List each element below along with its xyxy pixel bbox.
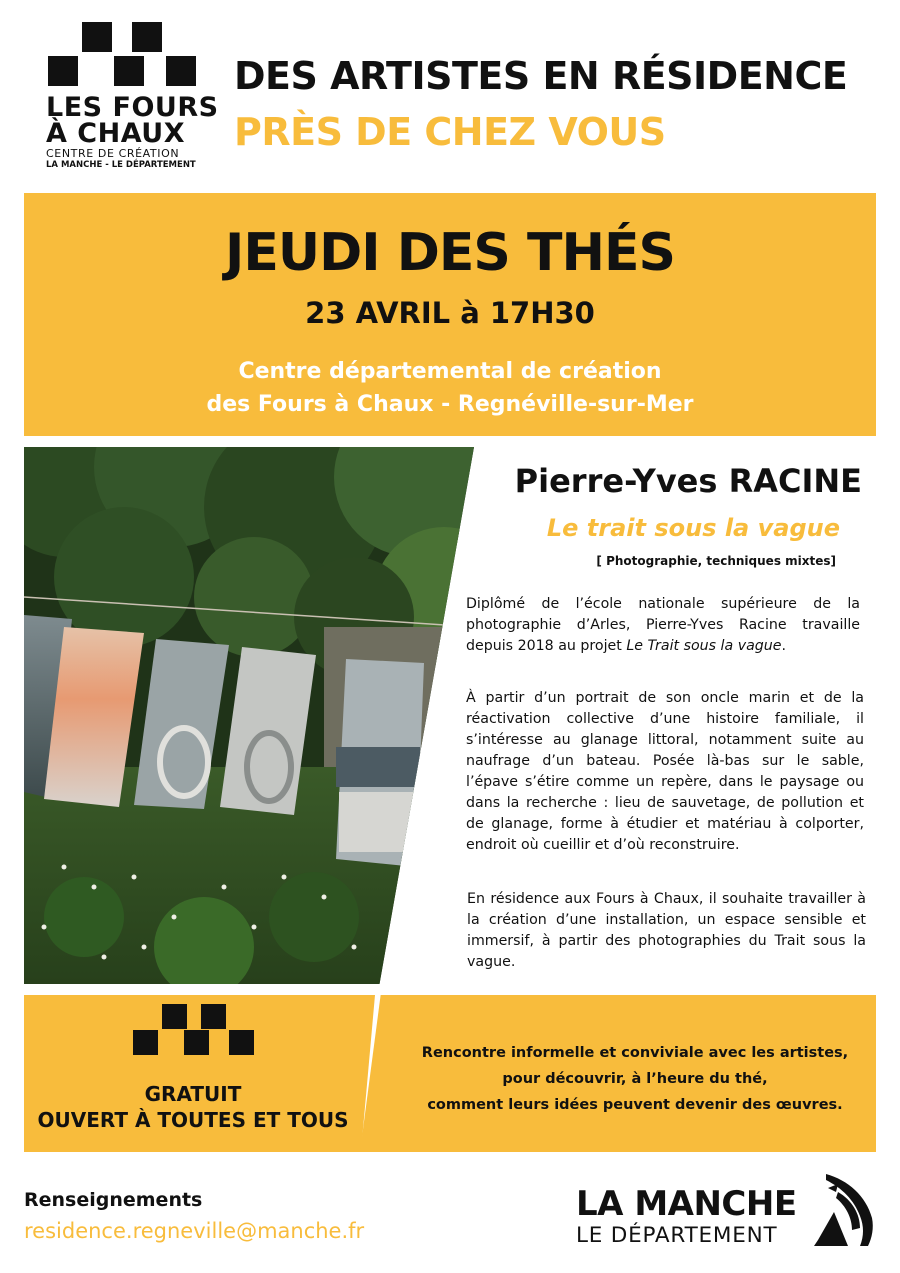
header-title: DES ARTISTES EN RÉSIDENCE [234,54,848,98]
contact-email-link[interactable]: residence.regneville@manche.fr [24,1219,365,1243]
event-place: des Fours à Chaux - Regnéville-sur-Mer [206,392,694,417]
artwork-photo-illustration [24,447,474,984]
checker-square [162,1004,187,1029]
gratuit-text: GRATUIT OUVERT À TOUTES ET TOUS [37,1082,349,1132]
logo-square [114,56,144,86]
artwork-title: Le trait sous la vague [546,514,840,542]
logo-square [82,22,112,52]
checker-square [184,1030,209,1055]
departement-logo-line1: LA MANCHE [576,1184,797,1224]
artist-residency-paragraph: En résidence aux Fours à Chaux, il souhaite travailler à la création d’une installation, un espace sensible et immersif, à partir des photographies du Trait sous la vague. [467,891,866,970]
event-date: 23 AVRIL à 17H30 [305,296,595,330]
checker-square [201,1004,226,1029]
logo-square [132,22,162,52]
logo-text: LES FOURS À CHAUX [46,92,219,149]
checker-icon [0,0,1,1]
artist-name: Pierre-Yves RACINE [514,462,862,500]
header-subtitle: PRÈS DE CHEZ VOUS [234,110,666,154]
logo-square [48,56,78,86]
artist-project-paragraph: À partir d’un portrait de son oncle marin et de la réactivation collective d’une histoire familiale, il s’intéresse au glanage littoral, notamment suite au naufrage d’un bateau. Posée là-bas sur le sable, l’épave s’étire comme un repère, dans le paysage ou dans la recherche : lieu de sauvetage, de pollution et de glanage, forme à étudier et matériau à colporter, endroit où cueillir et d’où reconstruire. [466,690,864,853]
event-title: JEUDI DES THÉS [225,223,675,283]
logo-subtitle: CENTRE DE CRÉATION [46,147,180,160]
rencontre-text: Rencontre informelle et conviviale avec les artistes, pour découvrir, à l’heure du thé, comment leurs idées peuvent devenir des œuvres. [421,1045,849,1113]
logo-square [166,56,196,86]
event-banner [24,193,876,436]
event-place: Centre départemental de création [238,359,662,384]
logo-department: LA MANCHE - LE DÉPARTEMENT [46,160,196,170]
contact-label: Renseignements [24,1189,203,1211]
artwork-photo [24,447,474,984]
artist-bio-paragraph: Diplômé de l’école nationale supérieure de la photographie d’Arles, Pierre-Yves Racine travaille depuis 2018 au projet Le Trait sous la vague. [466,596,860,654]
manche-wave-logo-icon [808,1170,884,1250]
fours-a-chaux-logo [0,0,220,180]
artwork-techniques: [ Photographie, techniques mixtes] [596,554,836,568]
departement-logo-line2: LE DÉPARTEMENT [576,1223,778,1248]
checker-square [229,1030,254,1055]
checker-square [133,1030,158,1055]
